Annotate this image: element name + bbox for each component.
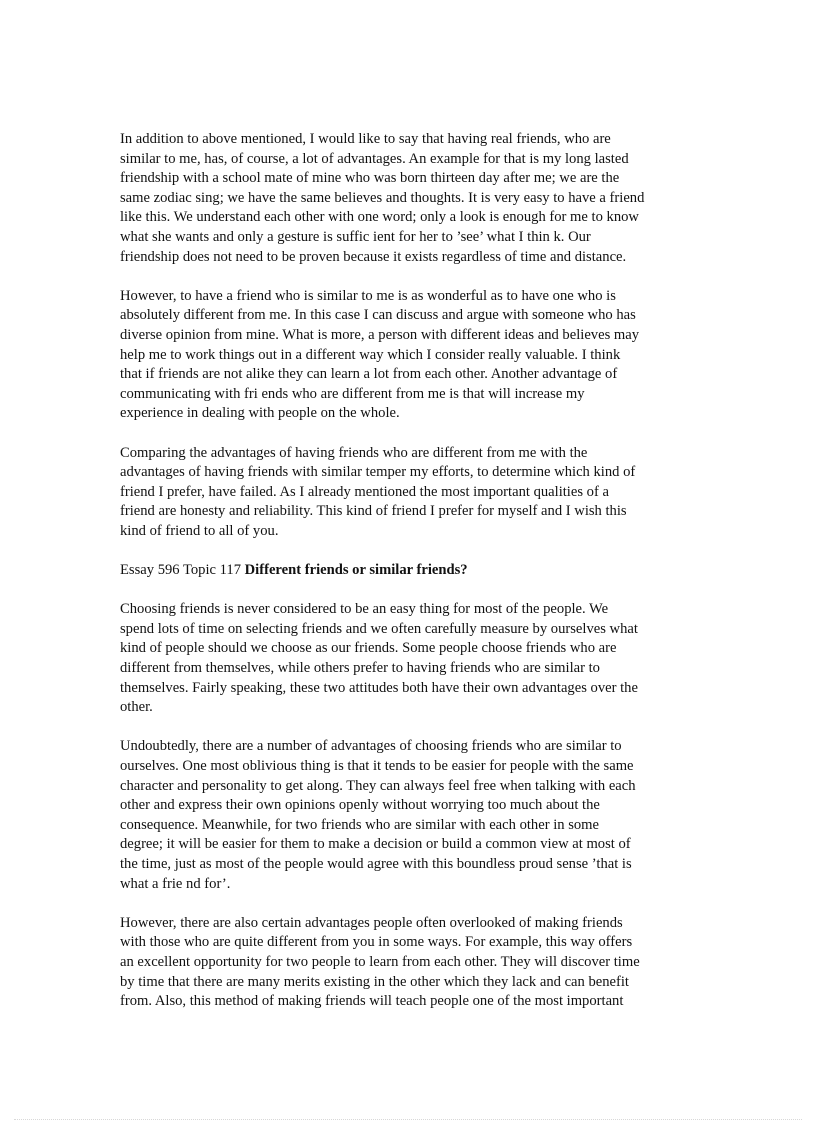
- text-line: ourselves. One most oblivious thing is that it tends to be easier for people with the same: [120, 758, 634, 774]
- text-line: what she wants and only a gesture is suffic ient for her to ’see’ what I thin k. Our: [120, 228, 591, 245]
- essay-text-body: [120, 130, 698, 1031]
- paragraph-2: [120, 287, 698, 424]
- page-bottom-divider: [14, 1119, 802, 1120]
- text-line: friend are honesty and reliability. This kind of friend I prefer for myself and I wish this: [120, 503, 627, 520]
- text-line: the time, just as most of the people would agree with this boundless proud sense ’that is: [120, 855, 632, 872]
- text-line: diverse opinion from mine. What is more, a person with different ideas and believes may: [120, 326, 640, 343]
- text-line: friendship does not need to be proven because it exists regardless of time and distance.: [120, 248, 627, 265]
- text-line: what a frie nd for’.: [120, 875, 231, 892]
- text-line: In addition to above mentioned, I would like to say that having real friends, who are: [120, 131, 611, 147]
- text-line: Choosing friends is never considered to be an easy thing for most of the people. We: [120, 601, 609, 618]
- text-line: same zodiac sing; we have the same believes and thoughts. It is very easy to have a friend: [120, 189, 645, 206]
- text-line: like this. We understand each other with one word; only a look is enough for me to know: [120, 209, 639, 226]
- paragraph-1: [120, 130, 698, 267]
- text-line: themselves. Fairly speaking, these two attitudes both have their own advantages over the: [120, 679, 638, 696]
- text-line: degree; it will be easier for them to make a decision or build a common view at most of: [120, 836, 631, 853]
- essay-title: Different friends or similar friends?: [244, 562, 468, 579]
- text-line: advantages of having friends with similar temper my efforts, to determine which kind of: [120, 464, 636, 481]
- text-line: consequence. Meanwhile, for two friends who are similar with each other in some: [120, 816, 600, 833]
- text-line: Comparing the advantages of having friends who are different from me with the: [120, 444, 588, 461]
- text-line: similar to me, has, of course, a lot of advantages. An example for that is my long lasted: [120, 150, 629, 167]
- text-line: communicating with fri ends who are different from me is that will increase my: [120, 385, 585, 402]
- paragraph-6: [120, 914, 698, 1012]
- text-line: friend I prefer, have failed. As I already mentioned the most important qualities of a: [120, 483, 609, 500]
- text-line: other and express their own opinions openly without worrying too much about the: [120, 797, 600, 814]
- text-line: However, there are also certain advantages people often overlooked of making friends: [120, 914, 623, 931]
- text-line: experience in dealing with people on the whole.: [120, 405, 400, 422]
- text-line: friendship with a school mate of mine who was born thirteen day after me; we are the: [120, 170, 620, 187]
- text-line: help me to work things out in a different way which I consider really valuable. I think: [120, 346, 621, 363]
- text-line: absolutely different from me. In this case I can discuss and argue with someone who has: [120, 307, 636, 324]
- text-line: character and personality to get along. They can always feel free when talking with each: [120, 777, 636, 794]
- text-line: kind of people should we choose as our friends. Some people choose friends who are: [120, 640, 617, 657]
- paragraph-4: [120, 600, 698, 718]
- text-line: by time that there are many merits existing in the other which they lack and can benefit: [120, 973, 629, 990]
- text-line: Undoubtedly, there are a number of advantages of choosing friends who are similar to: [120, 738, 622, 755]
- text-line: kind of friend to all of you.: [120, 522, 279, 539]
- text-line: that if friends are not alike they can learn a lot from each other. Another advantage of: [120, 366, 618, 383]
- essay-heading: [120, 561, 698, 581]
- paragraph-5: [120, 737, 698, 894]
- text-line: other.: [120, 699, 153, 716]
- essay-heading-prefix: Essay 596 Topic 117: [120, 562, 245, 579]
- text-line: However, to have a friend who is similar to me is as wonderful as to have one who is: [120, 287, 616, 304]
- paragraph-3: [120, 444, 698, 542]
- text-line: different from themselves, while others prefer to having friends who are similar to: [120, 660, 600, 677]
- text-line: an excellent opportunity for two people to learn from each other. They will discover time: [120, 953, 640, 970]
- text-line: from. Also, this method of making friends will teach people one of the most important: [120, 993, 624, 1010]
- text-line: spend lots of time on selecting friends and we often carefully measure by ourselves what: [120, 620, 638, 637]
- text-line: with those who are quite different from you in some ways. For example, this way offers: [120, 934, 633, 951]
